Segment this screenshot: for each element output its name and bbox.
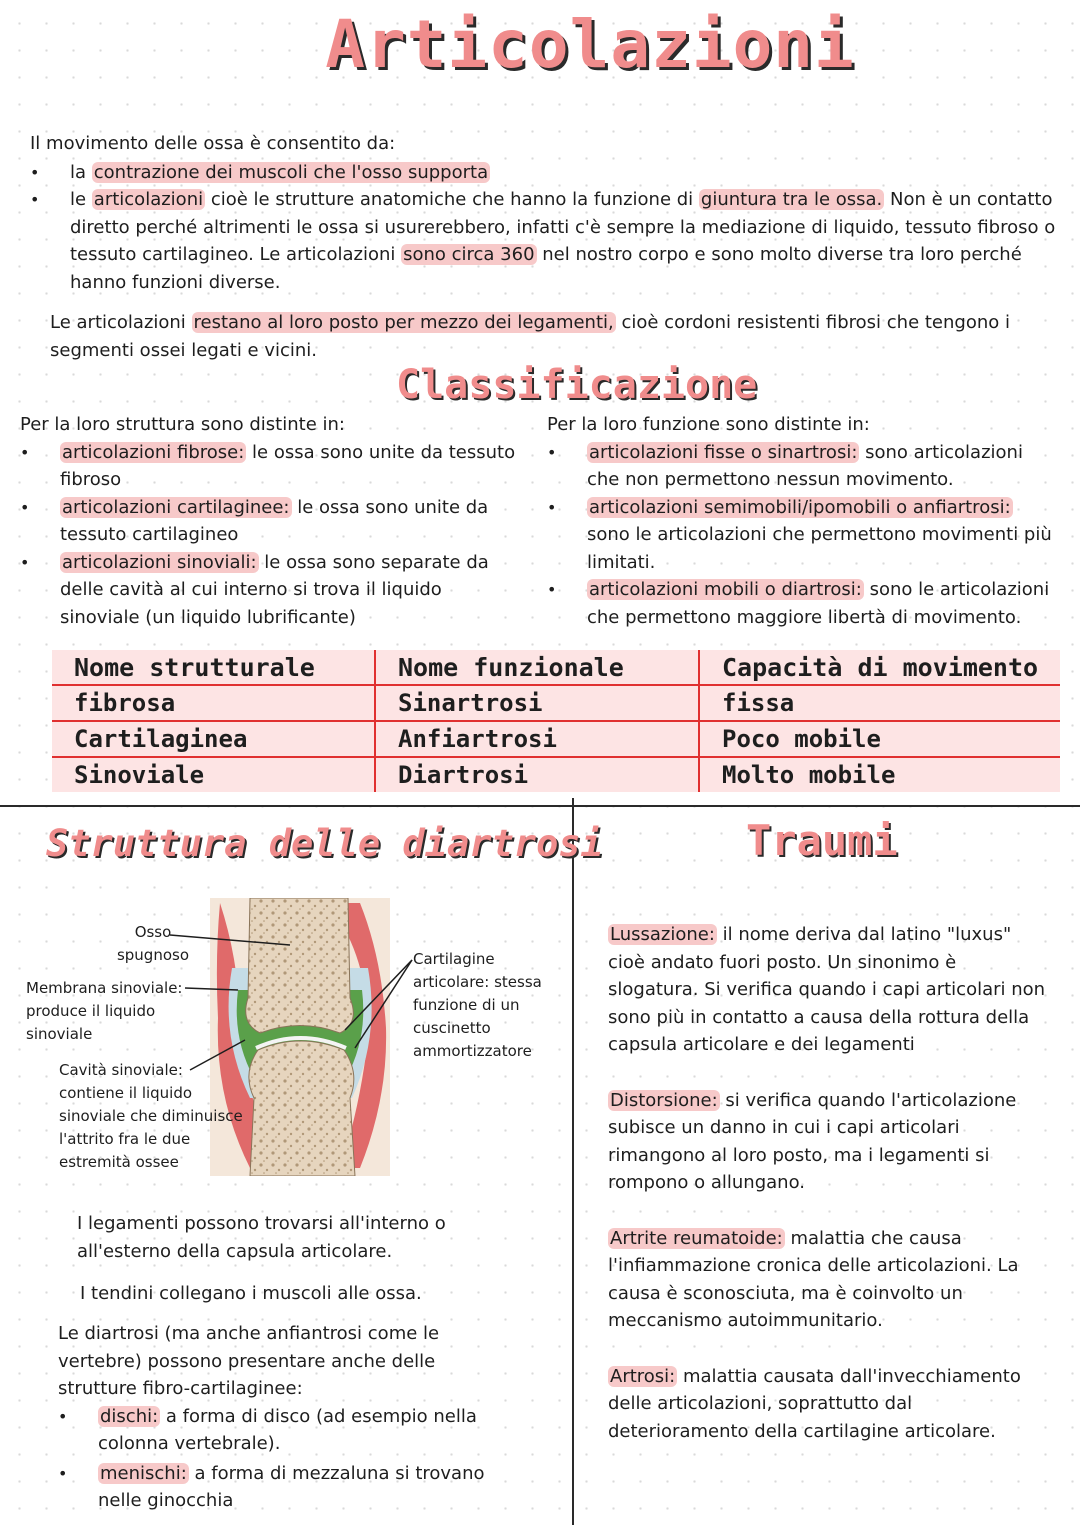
table-cell: Molto mobile xyxy=(699,757,1060,792)
label-cartilagine-articolare: Cartilagine articolare: stessa funzione di un cuscinetto ammortizzatore xyxy=(413,950,542,1060)
table-row xyxy=(52,685,1060,721)
fibro-item: • menischi: a forma di mezzaluna si trovano nelle ginocchia xyxy=(58,1460,498,1515)
structure-column xyxy=(20,411,525,631)
page-title: Articolazioni xyxy=(325,6,855,83)
trauma-item: Lussazione: il nome deriva dal latino "luxus" cioè andato fuori posto. Un sinonimo è slogatura. Si verifica quando i capi articolari non sono più in contatto a causa della rottura della capsula articolare e dei legamenti xyxy=(608,924,1046,1055)
table-header: Nome strutturale xyxy=(74,652,315,682)
table-cell: Diartrosi xyxy=(375,757,699,792)
table-cell: Sinartrosi xyxy=(375,685,699,721)
table-header-row xyxy=(52,650,1060,685)
traumi-title: Traumi xyxy=(746,816,898,865)
trauma-item: Artrite reumatoide: malattia che causa l'infiammazione cronica delle articolazioni. La causa è sconosciuta, ma è coinvolto un meccanismo autoimmunitario. xyxy=(608,1227,1019,1331)
classificazione-title: Classificazione xyxy=(396,362,758,408)
classification-table xyxy=(52,650,1060,792)
label-membrana-sinoviale: Membrana sinoviale: produce il liquido sinoviale xyxy=(26,979,183,1043)
function-item: • articolazioni semimobili/ipomobili o anfiartrosi: sono le articolazioni che permettono movimenti più limitati. xyxy=(547,494,1057,577)
table-cell: Anfiartrosi xyxy=(375,721,699,757)
table-cell: Poco mobile xyxy=(699,721,1060,757)
intro-lead: Il movimento delle ossa è consentito da: xyxy=(30,133,396,154)
intro-bullet-1: • la contrazione dei muscoli che l'osso supporta xyxy=(30,159,1060,187)
traumi-section xyxy=(608,921,1048,1445)
table-header: Capacità di movimento xyxy=(699,650,1060,685)
table-row xyxy=(52,721,1060,757)
tendini-paragraph: I tendini collegano i muscoli alle ossa. xyxy=(80,1283,422,1304)
structure-item: • articolazioni fibrose: le ossa sono unite da tessuto fibroso xyxy=(20,439,525,494)
table-header: Nome funzionale xyxy=(375,650,699,685)
table-cell: Cartilaginea xyxy=(74,725,248,753)
fibro-section xyxy=(58,1320,498,1515)
intro-section xyxy=(30,130,1060,296)
ligament-paragraph: Le articolazioni restano al loro posto per mezzo dei legamenti, cioè cordoni resistenti fibrosi che tengono i segmenti ossei legati e vicini. xyxy=(50,312,1011,361)
legamenti-paragraph: I legamenti possono trovarsi all'interno o all'esterno della capsula articolare. xyxy=(77,1213,446,1262)
structure-item: • articolazioni sinoviali: le ossa sono separate da delle cavità al cui interno si trova il liquido sinoviale (un liquido lubrificante) xyxy=(20,549,525,632)
table-cell: fissa xyxy=(699,685,1060,721)
label-cavita-sinoviale: Cavità sinoviale: contiene il liquido sinoviale che diminuisce l'attrito fra le due estremità ossee xyxy=(59,1061,243,1171)
function-column xyxy=(547,411,1057,631)
horizontal-divider xyxy=(0,805,1080,807)
fibro-item: • dischi: a forma di disco (ad esempio nella colonna vertebrale). xyxy=(58,1403,498,1458)
table-row xyxy=(52,757,1060,792)
diartrosi-title: Struttura delle diartrosi xyxy=(46,822,603,865)
label-osso-spugnoso: Osso spugnoso xyxy=(116,923,190,964)
structure-item: • articolazioni cartilaginee: le ossa sono unite da tessuto cartilagineo xyxy=(20,494,525,549)
table-cell: Sinoviale xyxy=(74,761,205,789)
structure-lead: Per la loro struttura sono distinte in: xyxy=(20,414,345,435)
table-cell: fibrosa xyxy=(74,689,176,717)
function-item: • articolazioni fisse o sinartrosi: sono articolazioni che non permettono nessun movimento. xyxy=(547,439,1057,494)
function-lead: Per la loro funzione sono distinte in: xyxy=(547,414,870,435)
fibro-lead: Le diartrosi (ma anche anfiantrosi come le vertebre) possono presentare anche delle strutture fibro-cartilaginee: xyxy=(58,1323,440,1399)
trauma-item: Artrosi: malattia causata dall'invecchiamento delle articolazioni, soprattutto dal deterioramento della cartilagine articolare. xyxy=(608,1365,1021,1442)
intro-bullet-2: • le articolazioni cioè le strutture anatomiche che hanno la funzione di giuntura tra le ossa. Non è un contatto diretto perché altrimenti le ossa si usurerebbero, infatti c'è sempre la mediazione di liquido, tessuto fibroso o tessuto cartilagineo. Le articolazioni sono circa 360 nel nostro corpo e sono molto diverse tra loro perché hanno funzioni diverse. xyxy=(30,186,1060,296)
trauma-item: Distorsione: si verifica quando l'articolazione subisce un danno in cui i capi articolari rimangono al loro posto, ma i legamenti si rompono o allungano. xyxy=(608,1089,1017,1193)
function-item: • articolazioni mobili o diartrosi: sono le articolazioni che permettono maggiore libertà di movimento. xyxy=(547,576,1057,631)
